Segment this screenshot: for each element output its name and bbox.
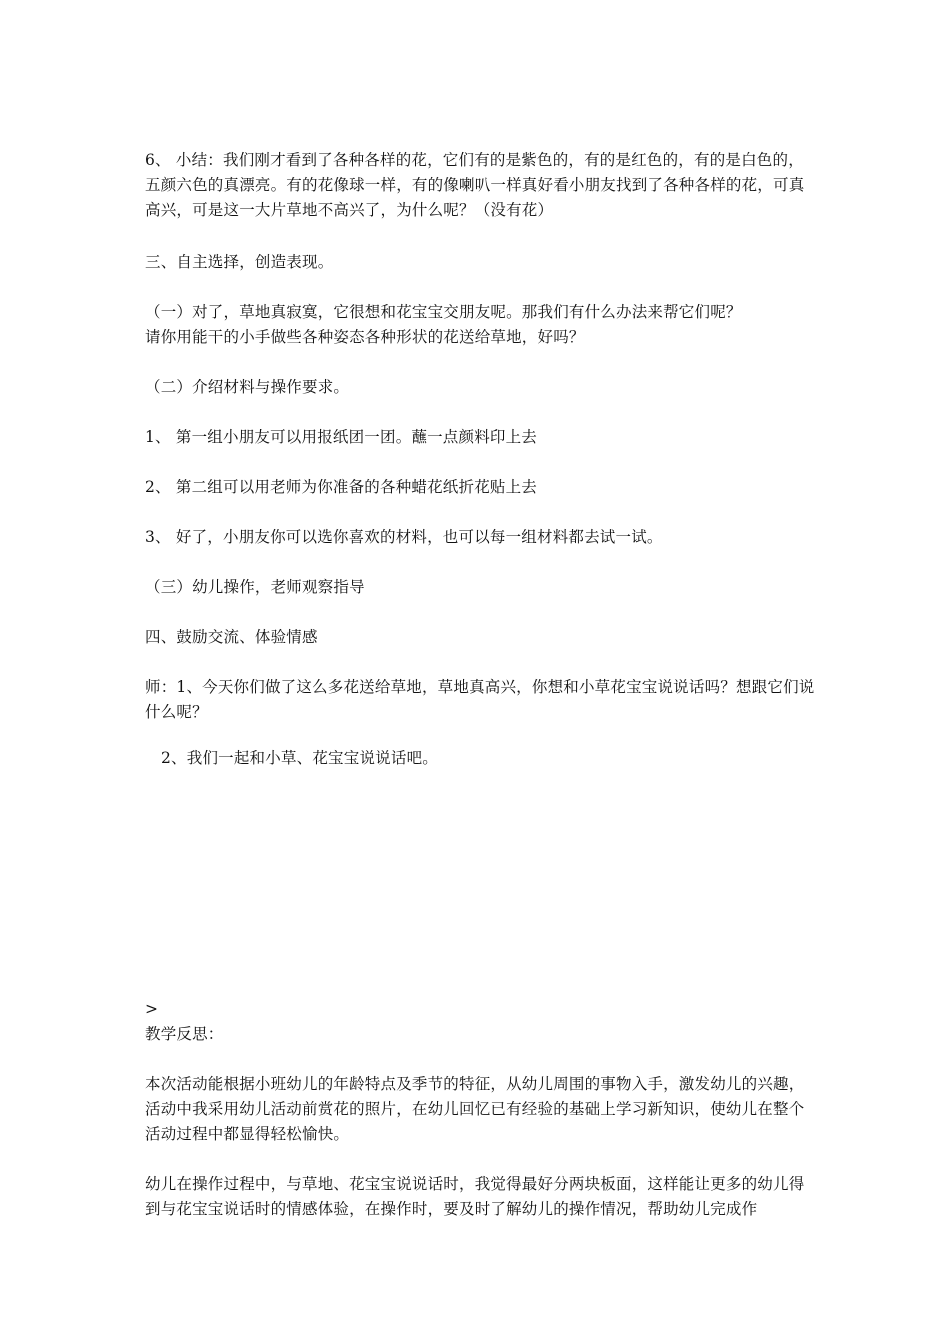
teacher-closing: 2、我们一起和小草、花宝宝说说话吧。 <box>161 749 438 767</box>
sub-section-three: （三）幼儿操作，老师观察指导 <box>145 578 365 596</box>
reflection-paragraph-2: 幼儿在操作过程中，与草地、花宝宝说说话时，我觉得最好分两块板面，这样能让更多的幼儿得到与花宝宝说话时的情感体验，在操作时，要及时了解幼儿的操作情况，帮助幼儿完成作 <box>145 1175 805 1218</box>
reflection-title: 教学反思： <box>145 1025 224 1043</box>
reflection-paragraph-1: 本次活动能根据小班幼儿的年龄特点及季节的特征，从幼儿周围的事物入手，激发幼儿的兴趣，活动中我采用幼儿活动前赏花的照片，在幼儿回忆已有经验的基础上学习新知识，使幼儿在整个活动过程中都显得轻松愉快。 <box>145 1075 805 1143</box>
summary-paragraph: 6、 小结：我们刚才看到了各种各样的花，它们有的是紫色的，有的是红色的，有的是白色的，五颜六色的真漂亮。有的花像球一样，有的像喇叭一样真好看小朋友找到了各种各样的花，可真高兴，可是这一大片草地不高兴了，为什么呢？（没有花） <box>145 151 805 219</box>
list-item-3: 3、 好了，小朋友你可以选你喜欢的材料，也可以每一组材料都去试一试。 <box>145 528 663 546</box>
sub-section-one-line2: 请你用能干的小手做些各种姿态各种形状的花送给草地，好吗？ <box>145 328 585 346</box>
sub-section-one <box>145 300 815 350</box>
section-three-heading: 三、自主选择，创造表现。 <box>145 253 334 271</box>
list-item-2: 2、 第二组可以用老师为你准备的各种蜡花纸折花贴上去 <box>145 478 537 496</box>
teacher-question: 师：1、今天你们做了这么多花送给草地，草地真高兴，你想和小草花宝宝说说话吗？想跟它们说什么呢？ <box>145 678 815 721</box>
section-four-heading: 四、鼓励交流、体验情感 <box>145 628 318 646</box>
sub-section-two: （二）介绍材料与操作要求。 <box>145 378 350 396</box>
reflection-marker: > <box>145 1000 159 1018</box>
list-item-1: 1、 第一组小朋友可以用报纸团一团。蘸一点颜料印上去 <box>145 428 537 446</box>
sub-section-one-line1: （一）对了，草地真寂寞，它很想和花宝宝交朋友呢。那我们有什么办法来帮它们呢？ <box>145 303 742 321</box>
